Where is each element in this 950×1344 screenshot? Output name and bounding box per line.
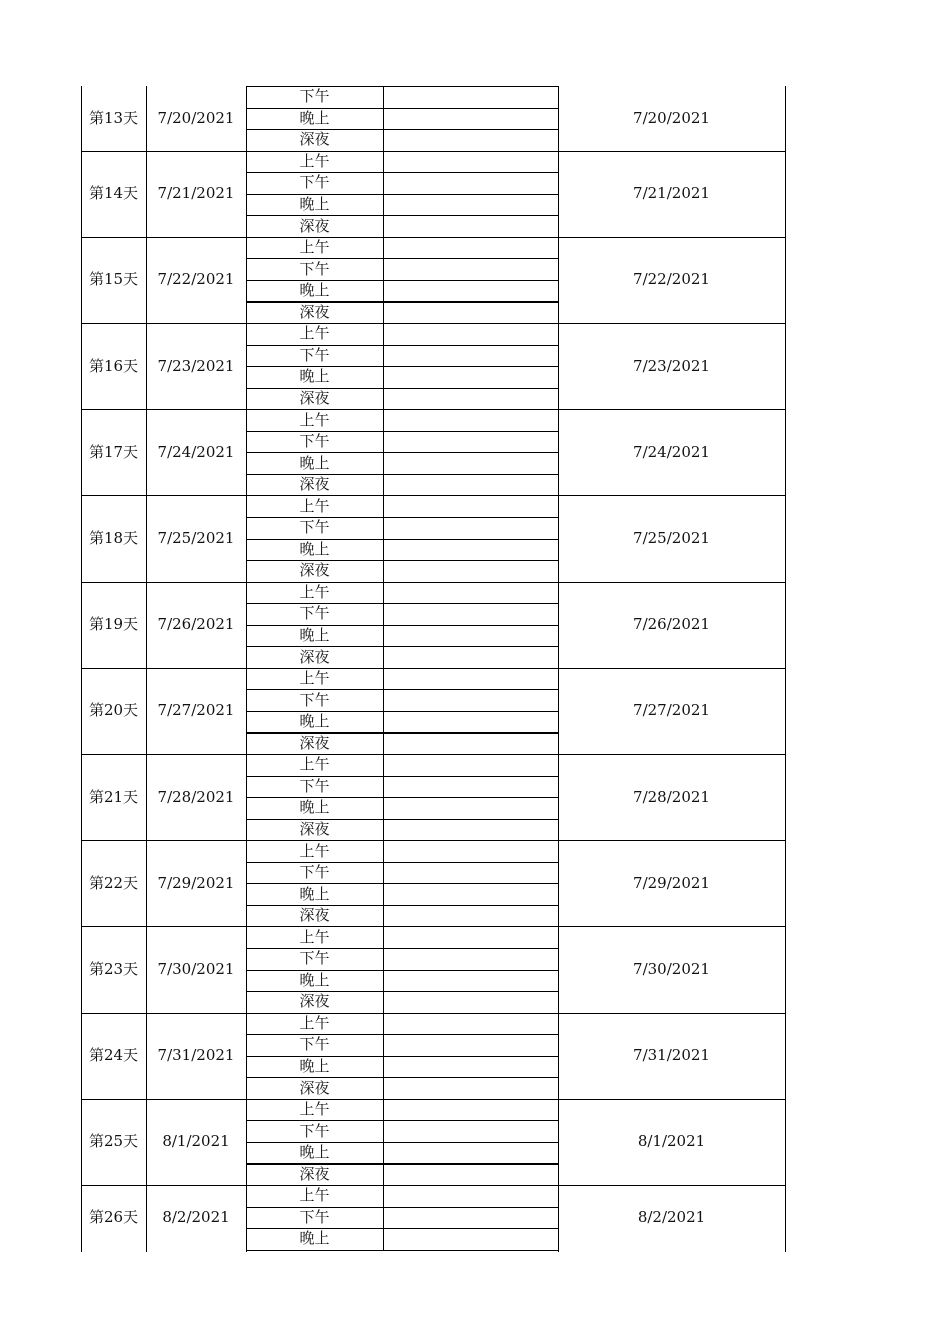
time-slot-label: 深夜: [299, 992, 330, 1011]
time-slot-label: 下午: [299, 173, 330, 192]
column-border: [246, 86, 247, 1252]
slot-entry-box[interactable]: [383, 689, 559, 712]
date-cell: 7/20/2021: [157, 108, 235, 127]
slot-entry-box[interactable]: [383, 409, 559, 432]
time-slot-label: 深夜: [299, 561, 330, 580]
time-slot-label: 上午: [299, 755, 330, 774]
slot-entry-box[interactable]: [383, 172, 559, 195]
day-number-cell: 第14天: [88, 184, 139, 203]
date-right-cell: 7/30/2021: [633, 960, 710, 979]
date-cell: 8/1/2021: [162, 1132, 230, 1151]
time-slot-label: 上午: [299, 324, 330, 343]
time-slot-label: 上午: [299, 496, 330, 515]
day-number-cell: 第26天: [88, 1207, 139, 1226]
time-slot-label: 上午: [299, 841, 330, 860]
day-number-cell: 第21天: [88, 787, 139, 806]
slot-entry-box[interactable]: [383, 1164, 559, 1187]
time-slot-label: 下午: [299, 432, 330, 451]
time-slot-label: 下午: [299, 87, 330, 106]
date-right-cell: 7/26/2021: [633, 615, 710, 634]
date-right-cell: 7/27/2021: [633, 701, 710, 720]
day-number-cell: 第25天: [88, 1132, 139, 1151]
time-slot-label: 晚上: [299, 712, 330, 731]
time-slot-label: 下午: [299, 949, 330, 968]
slot-entry-box[interactable]: [383, 345, 559, 368]
slot-entry-box[interactable]: [383, 86, 559, 109]
date-cell: 7/26/2021: [157, 615, 235, 634]
slot-entry-box[interactable]: [383, 926, 559, 949]
time-slot-label: 下午: [299, 863, 330, 882]
date-right-cell: 7/23/2021: [633, 356, 710, 375]
slot-entry-box[interactable]: [383, 560, 559, 583]
slot-entry-box[interactable]: [383, 970, 559, 993]
time-slot-label: 下午: [299, 776, 330, 795]
time-slot-label: 上午: [299, 1013, 330, 1032]
date-right-cell: 7/20/2021: [633, 108, 710, 127]
date-cell: 7/28/2021: [157, 787, 235, 806]
slot-entry-box[interactable]: [383, 754, 559, 777]
time-slot-label: 晚上: [299, 108, 330, 127]
column-border: [558, 86, 559, 1252]
date-right-cell: 7/28/2021: [633, 787, 710, 806]
day-number-cell: 第13天: [88, 108, 139, 127]
time-slot-label: 下午: [299, 1207, 330, 1226]
slot-entry-box[interactable]: [383, 452, 559, 475]
slot-entry-box[interactable]: [383, 1056, 559, 1079]
slot-entry-box[interactable]: [383, 215, 559, 238]
time-slot-label: 晚上: [299, 453, 330, 472]
date-right-cell: 7/22/2021: [633, 270, 710, 289]
slot-entry-box[interactable]: [383, 431, 559, 454]
time-slot-label: 上午: [299, 410, 330, 429]
slot-entry-box[interactable]: [383, 302, 559, 325]
slot-entry-box[interactable]: [383, 1120, 559, 1143]
time-slot-label: 上午: [299, 927, 330, 946]
time-slot-label: 下午: [299, 518, 330, 537]
slot-entry-box[interactable]: [383, 1207, 559, 1230]
slot-entry-box[interactable]: [383, 1013, 559, 1036]
date-cell: 7/29/2021: [157, 873, 235, 892]
date-cell: 7/27/2021: [157, 701, 235, 720]
slot-entry-box[interactable]: [383, 883, 559, 906]
time-slot-label: 晚上: [299, 626, 330, 645]
time-slot-label: 深夜: [299, 1164, 330, 1183]
time-slot-label: 深夜: [299, 819, 330, 838]
date-right-cell: 8/1/2021: [637, 1132, 706, 1151]
time-slot-label: 深夜: [299, 302, 330, 321]
slot-entry-box[interactable]: [383, 905, 559, 928]
time-slot-label: 下午: [299, 1121, 330, 1140]
time-slot-label: 上午: [299, 1100, 330, 1119]
time-slot-label: 深夜: [299, 733, 330, 752]
slot-entry-box[interactable]: [383, 366, 559, 389]
slot-entry-box[interactable]: [383, 108, 559, 131]
time-slot-label: 晚上: [299, 195, 330, 214]
column-border: [81, 86, 82, 1252]
date-cell: 7/30/2021: [157, 960, 235, 979]
column-border: [146, 86, 147, 1252]
date-cell: 8/2/2021: [162, 1207, 230, 1226]
date-right-cell: 7/24/2021: [633, 442, 710, 461]
time-slot-label: 深夜: [299, 130, 330, 149]
time-slot-label: 上午: [299, 151, 330, 170]
time-slot-label: 上午: [299, 669, 330, 688]
time-slot-label: 深夜: [299, 1078, 330, 1097]
slot-entry-box[interactable]: [383, 711, 559, 734]
slot-entry-box[interactable]: [383, 1099, 559, 1122]
date-cell: 7/25/2021: [157, 529, 235, 548]
time-slot-label: 深夜: [299, 475, 330, 494]
slot-entry-box[interactable]: [383, 280, 559, 303]
time-slot-label: 晚上: [299, 281, 330, 300]
time-slot-label: 上午: [299, 238, 330, 257]
time-slot-label: 下午: [299, 259, 330, 278]
time-slot-label: 下午: [299, 690, 330, 709]
time-slot-label: 晚上: [299, 970, 330, 989]
day-number-cell: 第15天: [88, 270, 139, 289]
date-right-cell: 7/21/2021: [633, 184, 710, 203]
date-cell: 7/23/2021: [157, 356, 235, 375]
date-right-cell: 7/29/2021: [633, 873, 710, 892]
slot-entry-box[interactable]: [383, 1077, 559, 1100]
slot-entry-box[interactable]: [383, 797, 559, 820]
slot-entry-box[interactable]: [383, 776, 559, 799]
slot-entry-box[interactable]: [383, 517, 559, 540]
time-slot-label: 深夜: [299, 388, 330, 407]
date-cell: 7/24/2021: [157, 442, 235, 461]
slot-entry-box[interactable]: [383, 539, 559, 562]
time-slot-label: 晚上: [299, 798, 330, 817]
day-number-cell: 第18天: [88, 529, 139, 548]
slot-entry-box[interactable]: [383, 862, 559, 885]
slot-entry-box[interactable]: [383, 582, 559, 605]
time-slot-label: 下午: [299, 345, 330, 364]
column-border: [785, 86, 786, 1252]
date-right-cell: 7/31/2021: [633, 1046, 710, 1065]
slot-entry-box[interactable]: [383, 840, 559, 863]
day-number-cell: 第17天: [88, 442, 139, 461]
date-right-cell: 7/25/2021: [633, 529, 710, 548]
date-cell: 7/22/2021: [157, 270, 235, 289]
time-slot-label: 上午: [299, 1186, 330, 1205]
slot-entry-box[interactable]: [383, 646, 559, 669]
slot-entry-box[interactable]: [383, 819, 559, 842]
time-slot-label: 下午: [299, 604, 330, 623]
day-number-cell: 第16天: [88, 356, 139, 375]
time-slot-label: 深夜: [299, 906, 330, 925]
time-slot-label: 晚上: [299, 539, 330, 558]
day-number-cell: 第20天: [88, 701, 139, 720]
time-slot-label: 晚上: [299, 1229, 330, 1248]
time-slot-label: 深夜: [299, 647, 330, 666]
time-slot-label: 下午: [299, 1035, 330, 1054]
slot-entry-box[interactable]: [383, 1142, 559, 1165]
slot-entry-box[interactable]: [383, 948, 559, 971]
slot-entry-box[interactable]: [383, 668, 559, 691]
time-slot-label: 晚上: [299, 884, 330, 903]
slot-entry-box[interactable]: [383, 495, 559, 518]
date-cell: 7/31/2021: [157, 1046, 235, 1065]
slot-entry-box[interactable]: [383, 129, 559, 152]
slot-entry-box[interactable]: [383, 1228, 559, 1251]
slot-entry-box[interactable]: [383, 625, 559, 648]
day-number-cell: 第19天: [88, 615, 139, 634]
slot-entry-box[interactable]: [383, 388, 559, 411]
day-number-cell: 第23天: [88, 960, 139, 979]
time-slot-label: 深夜: [299, 216, 330, 235]
slot-entry-box[interactable]: [383, 603, 559, 626]
slot-entry-box[interactable]: [383, 991, 559, 1014]
slot-entry-box[interactable]: [383, 237, 559, 260]
time-slot-label: 晚上: [299, 1057, 330, 1076]
time-slot-label: 晚上: [299, 367, 330, 386]
date-right-cell: 8/2/2021: [637, 1207, 706, 1226]
slot-entry-box[interactable]: [383, 194, 559, 217]
slot-entry-box[interactable]: [383, 1034, 559, 1057]
date-cell: 7/21/2021: [157, 184, 235, 203]
time-slot-label: 晚上: [299, 1143, 330, 1162]
day-number-cell: 第24天: [88, 1046, 139, 1065]
day-number-cell: 第22天: [88, 873, 139, 892]
slot-entry-box[interactable]: [383, 258, 559, 281]
slot-entry-box[interactable]: [383, 733, 559, 756]
slot-entry-box[interactable]: [383, 323, 559, 346]
time-slot-label: 上午: [299, 582, 330, 601]
slot-entry-box[interactable]: [383, 151, 559, 174]
slot-entry-box[interactable]: [383, 474, 559, 497]
slot-entry-box[interactable]: [383, 1185, 559, 1208]
